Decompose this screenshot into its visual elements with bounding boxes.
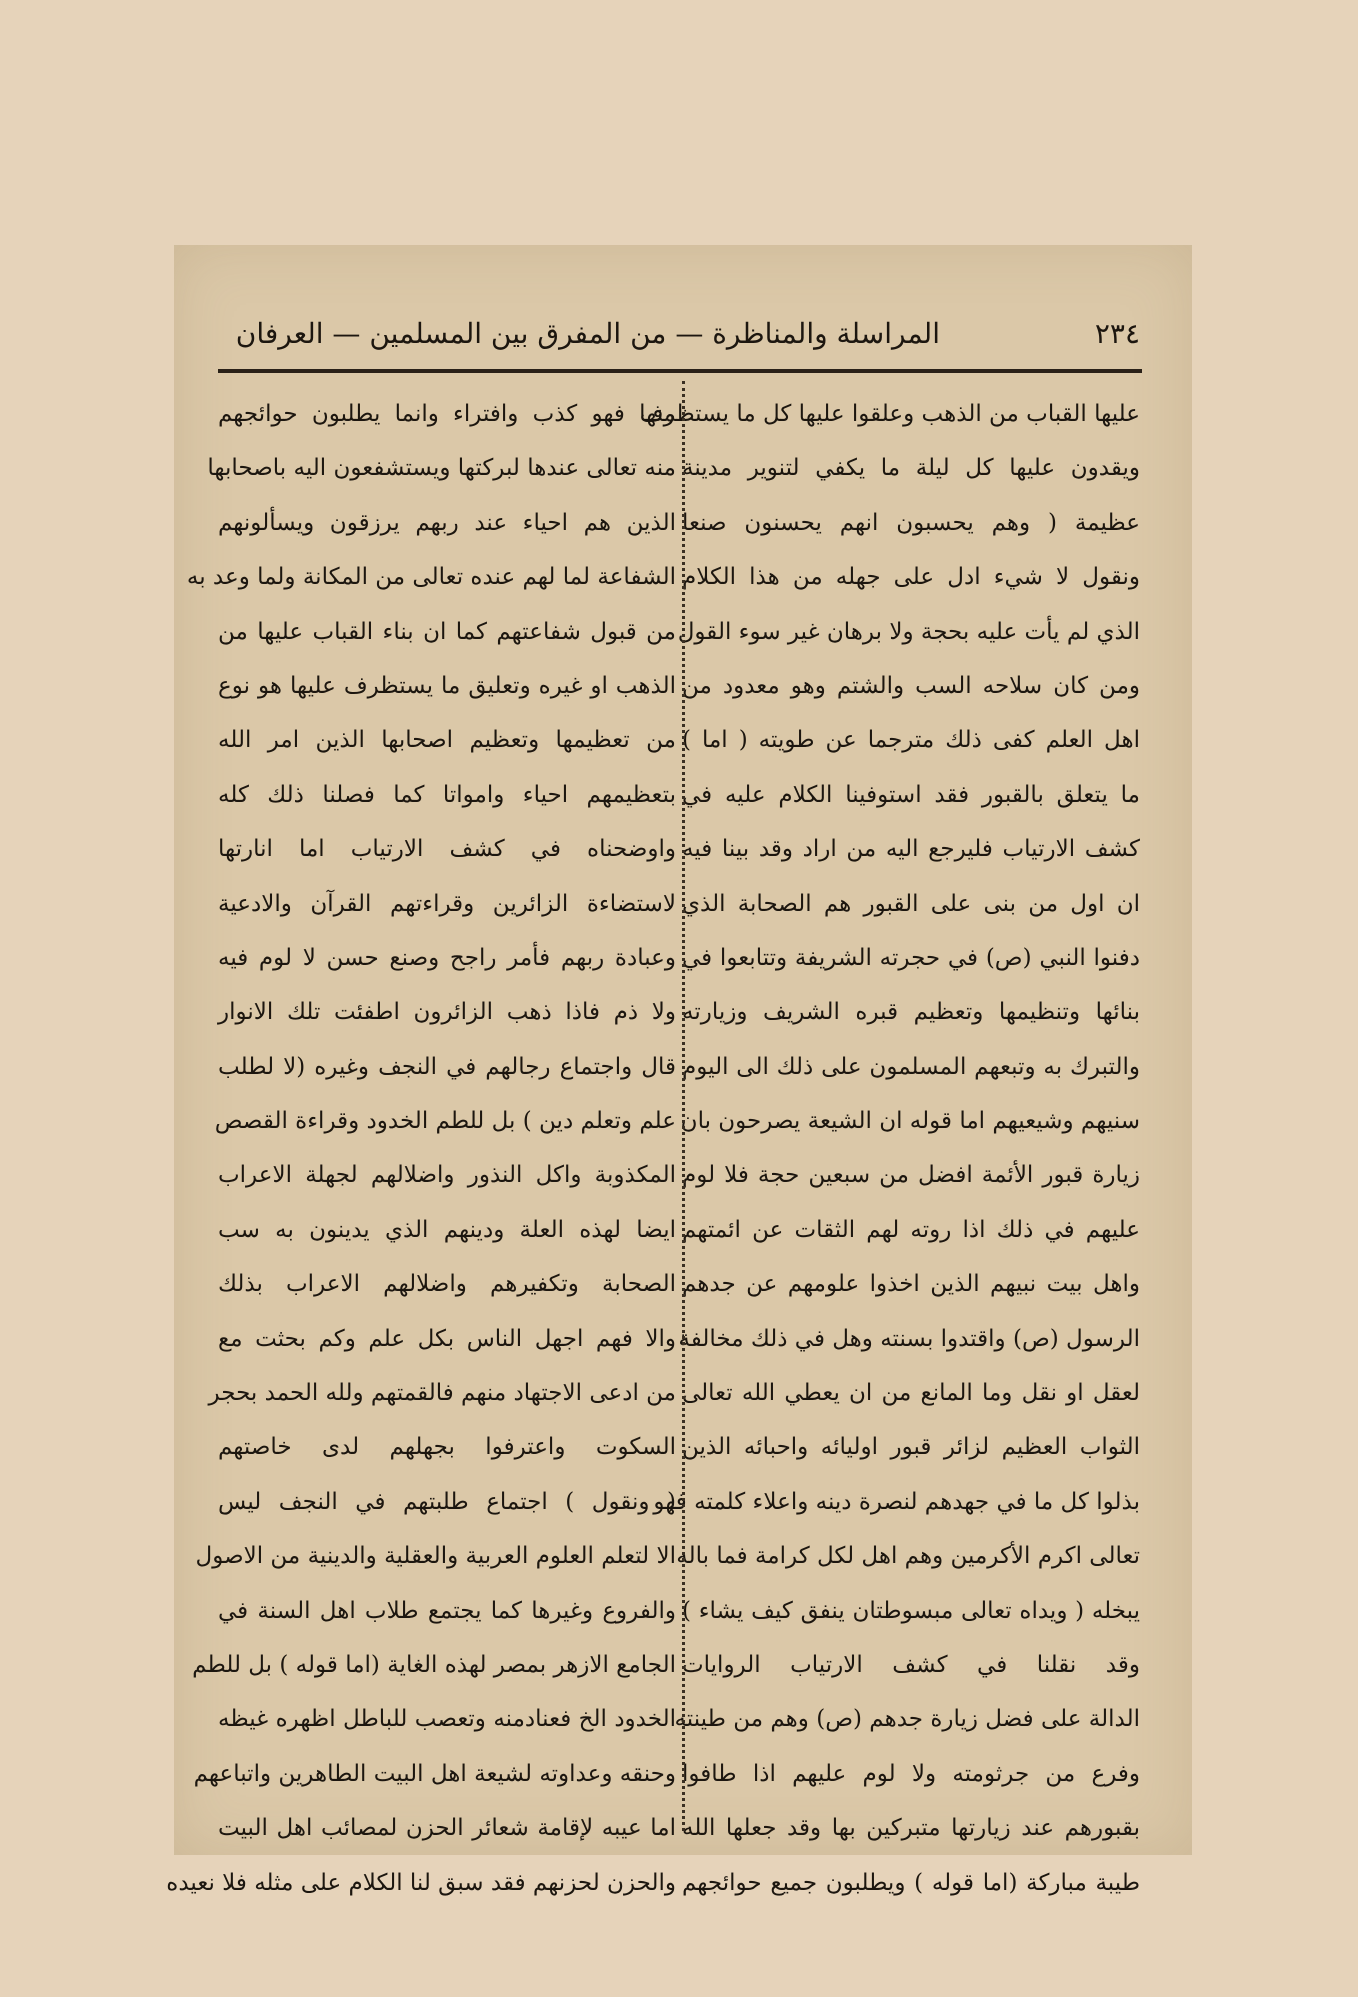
text-line: ومن كان سلاحه السب والشتم وهو معدود من bbox=[682, 672, 1140, 699]
text-line: الذي لم يأت عليه بحجة ولا برهان غير سوء القول bbox=[677, 618, 1140, 645]
text-line: الدالة على فضل زيارة جدهم (ص) وهم من طينته bbox=[674, 1706, 1140, 1733]
page-header bbox=[220, 317, 1140, 361]
text-line: الجامع الازهر بمصر لهذه الغاية (اما قوله ) بل للطم bbox=[192, 1651, 676, 1678]
text-line: الصحابة وتكفيرهم واضلالهم الاعراب بذلك bbox=[218, 1271, 676, 1298]
text-line: الخدود الخ فعنادمنه وتعصب للباطل اظهره غيظه bbox=[218, 1706, 676, 1733]
text-line: من قبول شفاعتهم كما ان بناء القباب عليها من bbox=[218, 618, 676, 645]
text-line: ايضا لهذه العلة ودينهم الذي يدينون به سب bbox=[218, 1216, 676, 1243]
text-line: منه تعالى عندها لبركتها ويستشفعون اليه باصحابها bbox=[207, 455, 676, 482]
text-line: ونقول لا شيء ادل على جهله من هذا الكلام bbox=[682, 564, 1140, 591]
text-line: وحنقه وعداوته لشيعة اهل البيت الطاهرين واتباعهم bbox=[193, 1760, 676, 1787]
text-line: سنيهم وشيعيهم اما قوله ان الشيعة يصرحون بان bbox=[680, 1108, 1140, 1135]
text-line: الشفاعة لما لهم عنده تعالى من المكانة ولما وعد به bbox=[186, 564, 676, 591]
text-line: الا لتعلم العلوم العربية والعقلية والدينية من الاصول bbox=[195, 1543, 676, 1570]
text-line: عليهم في ذلك اذا روته لهم الثقات عن ائمتهم bbox=[682, 1216, 1140, 1243]
text-line: واوضحناه في كشف الارتياب اما انارتها bbox=[218, 836, 676, 863]
text-line: وعبادة ربهم فأمر راجح وصنع حسن لا لوم فيه bbox=[218, 944, 676, 971]
text-line: من تعظيمها وتعظيم اصحابها الذين امر الله bbox=[218, 727, 676, 754]
text-line: قال واجتماع رجالهم في النجف وغيره (لا لطلب bbox=[218, 1053, 676, 1080]
text-line: بتعظيمهم احياء وامواتا كما فصلنا ذلك كله bbox=[218, 781, 676, 808]
running-head: المراسلة والمناظرة — من المفرق بين المسلمين — العرفان bbox=[235, 317, 940, 350]
text-line: ان اول من بنى على القبور هم الصحابة الذي bbox=[682, 890, 1140, 917]
text-line: اهل العلم كفى ذلك مترجما عن طويته ( اما ) bbox=[682, 727, 1140, 754]
text-line: ويقدون عليها كل ليلة ما يكفي لتنوير مدينة bbox=[682, 455, 1140, 482]
text-line: والا فهم اجهل الناس بكل علم وكم بحثت مع bbox=[218, 1325, 676, 1352]
text-line: المكذوبة واكل النذور واضلالهم لجهلة الاعراب bbox=[218, 1162, 676, 1189]
text-line: لعقل او نقل وما المانع من ان يعطي الله تعالى bbox=[682, 1380, 1140, 1407]
text-line: الرسول (ص) واقتدوا بسنته وهل في ذلك مخالفة bbox=[678, 1325, 1140, 1352]
text-line: وقد نقلنا في كشف الارتياب الروايات bbox=[682, 1651, 1140, 1678]
text-line: وفرع من جرثومته ولا لوم عليهم اذا طافوا bbox=[682, 1760, 1140, 1787]
text-line: والحزن لحزنهم فقد سبق لنا الكلام على مثله فلا نعيده bbox=[166, 1869, 676, 1896]
text-line: لاستضاءة الزائرين وقراءتهم القرآن والادعية bbox=[218, 890, 676, 917]
text-line: من ادعى الاجتهاد منهم فالقمتهم ولله الحمد بحجر bbox=[208, 1380, 676, 1407]
text-line: الذين هم احياء عند ربهم يرزقون ويسألونهم bbox=[218, 509, 676, 536]
text-line: ( ونقول ) اجتماع طلبتهم في النجف ليس bbox=[218, 1488, 676, 1515]
text-line: منها فهو كذب وافتراء وانما يطلبون حوائجهم bbox=[218, 401, 676, 427]
text-line: عظيمة ( وهم يحسبون انهم يحسنون صنعا bbox=[682, 509, 1140, 536]
text-line: الذهب او غيره وتعليق ما يستظرف عليها هو نوع bbox=[218, 672, 676, 699]
text-line: زيارة قبور الأئمة افضل من سبعين حجة فلا لوم bbox=[682, 1162, 1140, 1189]
text-line: بذلوا كل ما في جهدهم لنصرة دينه واعلاء كلمته فهو bbox=[653, 1488, 1140, 1515]
text-line: كشف الارتياب فليرجع اليه من اراد وقد بينا فيه bbox=[682, 836, 1140, 863]
text-line: والتبرك به وتبعهم المسلمون على ذلك الى اليوم bbox=[682, 1053, 1140, 1080]
text-line: يبخله ( ويداه تعالى مبسوطتان ينفق كيف يشاء ) bbox=[682, 1597, 1140, 1624]
text-line: والفروع وغيرها كما يجتمع طلاب اهل السنة في bbox=[218, 1597, 676, 1624]
text-line: تعالى اكرم الأكرمين وهم اهل لكل كرامة فما باله bbox=[676, 1543, 1140, 1570]
page-number: ٢٣٤ bbox=[1094, 317, 1140, 350]
book-page bbox=[166, 245, 1192, 1896]
text-line: بقبورهم عند زيارتها متبركين بها وقد جعلها الله bbox=[682, 1815, 1140, 1842]
text-line: الثواب العظيم لزائر قبور اوليائه واحبائه الذين bbox=[682, 1434, 1140, 1461]
text-line: السكوت واعترفوا بجهلهم لدى خاصتهم bbox=[218, 1434, 676, 1461]
text-line: ما يتعلق بالقبور فقد استوفينا الكلام عليه في bbox=[682, 781, 1140, 808]
text-line: واهل بيت نبيهم الذين اخذوا علومهم عن جدهم bbox=[682, 1271, 1140, 1298]
left-column bbox=[166, 387, 676, 1910]
text-line: علم وتعلم دين ) بل للطم الخدود وقراءة القصص bbox=[214, 1108, 676, 1135]
text-line: دفنوا النبي (ص) في حجرته الشريفة وتتابعوا في bbox=[682, 944, 1140, 971]
text-line: اما عيبه لإقامة شعائر الحزن لمصائب اهل البيت bbox=[218, 1815, 676, 1842]
header-rule bbox=[218, 369, 1142, 373]
text-line: عليها القباب من الذهب وعلقوا عليها كل ما يستظرف bbox=[639, 401, 1140, 427]
text-line: طيبة مباركة (اما قوله ) ويطلبون جميع حوائجهم bbox=[682, 1869, 1140, 1896]
column-divider bbox=[682, 381, 685, 1831]
right-column bbox=[639, 387, 1140, 1910]
text-line: بنائها وتنظيمها وتعظيم قبره الشريف وزيارته bbox=[682, 999, 1140, 1026]
text-line: ولا ذم فاذا ذهب الزائرون اطفئت تلك الانوار bbox=[218, 999, 676, 1026]
